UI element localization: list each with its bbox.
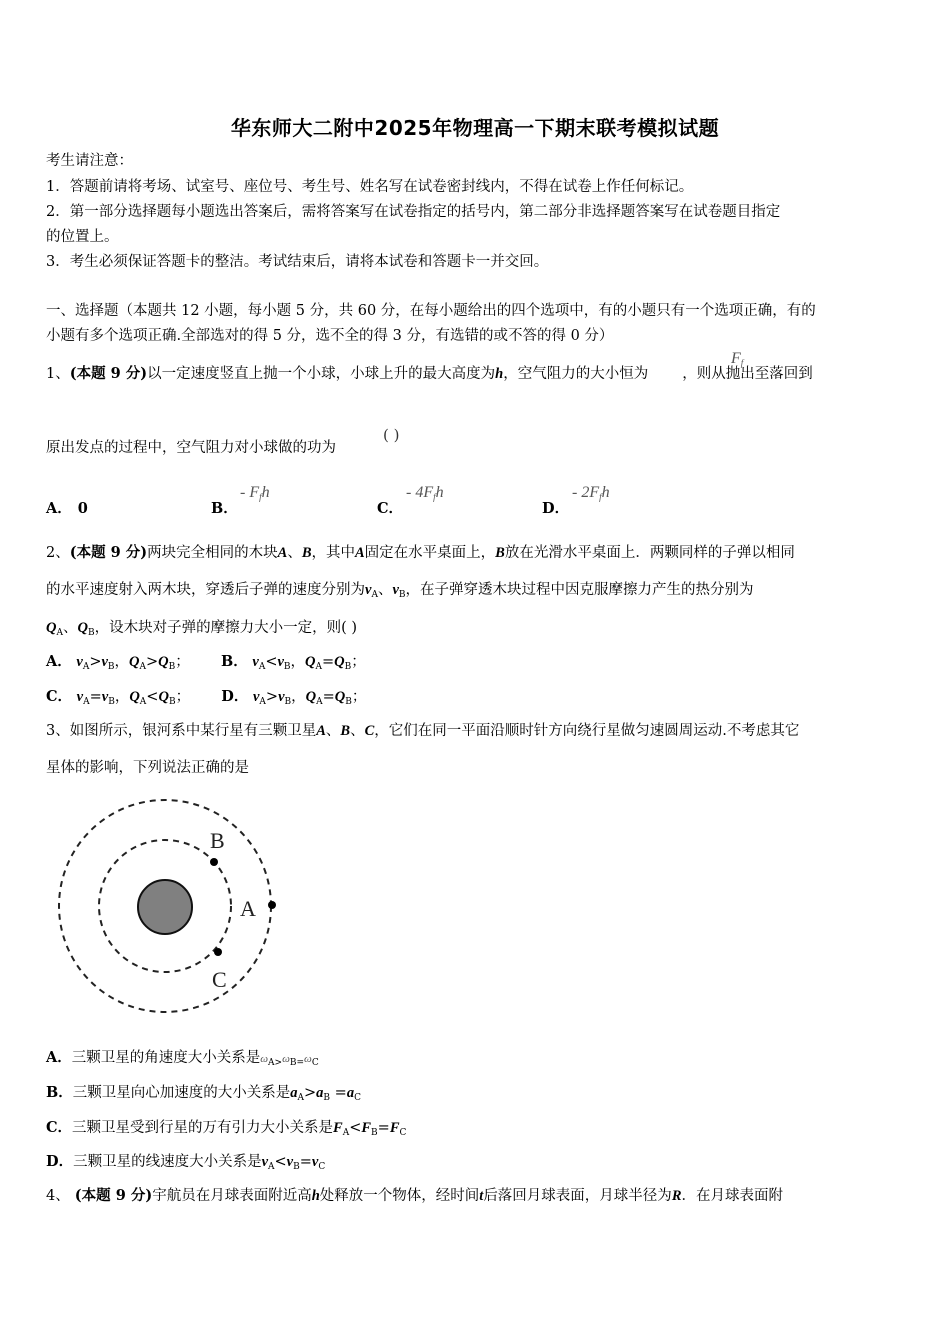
q3-option-c: C．三颗卫星受到行星的万有引力大小关系是$F_A<F_B=F_C$ — [46, 1119, 407, 1138]
question-2-cont: 的水平速度射入两木块，穿透后子弹的速度分别为$v_A$、$v_B$，在子弹穿透木块过程中因克服摩擦力产生的热分别为 — [46, 582, 754, 600]
section-heading: 一、选择题（本题共 12 小题，每小题 5 分，共 60 分，在每小题给出的四个选项中，有的小题只有一个选项正确，有的 — [46, 303, 816, 319]
q1-option-b-value: - $F_fh$ — [240, 484, 270, 502]
q1-option-b-label: B． — [211, 500, 238, 517]
q2-options-row2: C． $v_A=v_B$，$Q_A<Q_B$； D． $v_A>v_B$，$Q_A=Q_B$； — [46, 688, 367, 707]
section-heading-cont: 小题有多个选项正确.全部选对的得 5 分，选不全的得 3 分，有选错的或不答的得 0 分） — [46, 328, 614, 344]
q2-options-row1: A． $v_A>v_B$，$Q_A>Q_B$； B． $v_A<v_B$，$Q_A=Q_B$； — [46, 653, 366, 672]
q3-option-a: A．三颗卫星的角速度大小关系是$\omega_{A>}\omega_{B=}\omega_C$ — [46, 1049, 319, 1068]
notice-heading: 考生请注意： — [46, 153, 133, 169]
satellite-c — [214, 948, 222, 956]
satellite-b — [210, 858, 218, 866]
force-symbol: $F_f$ — [731, 350, 744, 368]
q1-option-c-value: - $4F_fh$ — [406, 484, 444, 502]
notice-item: 2．第一部分选择题每小题选出答案后，需将答案写在试卷指定的括号内，第二部分非选择题答案写在试卷题目指定 — [46, 204, 781, 220]
question-1-cont: 原出发点的过程中，空气阻力对小球做的功为 — [46, 440, 336, 456]
page-title: 华东师大二附中2025年物理高一下期末联考模拟试题 — [230, 116, 720, 140]
question-3: 3、如图所示，银河系中某行星有三颗卫星A、B、C，它们在同一平面沿顺时针方向绕行星做匀速圆周运动.不考虑其它 — [46, 723, 800, 739]
question-1: 1、(本题 9 分)以一定速度竖直上抛一个小球，小球上升的最大高度为h，空气阻力的大小恒为 ，则从抛出至落回到 — [46, 365, 813, 382]
q1-option-d-label: D． — [542, 500, 570, 517]
notice-item: 的位置上。 — [46, 229, 119, 245]
q3-option-b: B．三颗卫星向心加速度的大小关系是$a_A>a_B =a_C$ — [46, 1084, 361, 1103]
q1-option-a: A． 0 — [46, 500, 88, 517]
orbit-diagram — [50, 795, 290, 1035]
q1-option-c-label: C． — [377, 500, 404, 517]
question-3-cont: 星体的影响，下列说法正确的是 — [46, 760, 249, 776]
label-c: C — [212, 967, 227, 992]
question-2: 2、(本题 9 分)两块完全相同的木块A、B，其中A固定在水平桌面上，B放在光滑水平桌面上．两颗同样的子弹以相同 — [46, 544, 795, 561]
satellite-a — [268, 901, 276, 909]
q3-option-d: D．三颗卫星的线速度大小关系是$v_A<v_B=v_C$ — [46, 1153, 326, 1172]
question-2-cont2: $Q_A$、$Q_B$，设木块对子弹的摩擦力大小一定，则( ) — [46, 620, 358, 638]
label-b: B — [210, 828, 225, 853]
notice-item: 1．答题前请将考场、试室号、座位号、考生号、姓名写在试卷密封线内，不得在试卷上作任何标记。 — [46, 179, 694, 195]
label-a: A — [240, 896, 256, 921]
question-4: 4、 (本题 9 分)宇航员在月球表面附近高h处释放一个物体，经时间t后落回月球表面，月球半径为R．在月球表面附 — [46, 1187, 783, 1204]
notice-item: 3．考生必须保证答题卡的整洁。考试结束后，请将本试卷和答题卡一并交回。 — [46, 254, 549, 270]
planet — [138, 880, 192, 934]
q1-option-d-value: - $2F_fh$ — [572, 484, 610, 502]
answer-blank: ( ) — [383, 426, 400, 444]
